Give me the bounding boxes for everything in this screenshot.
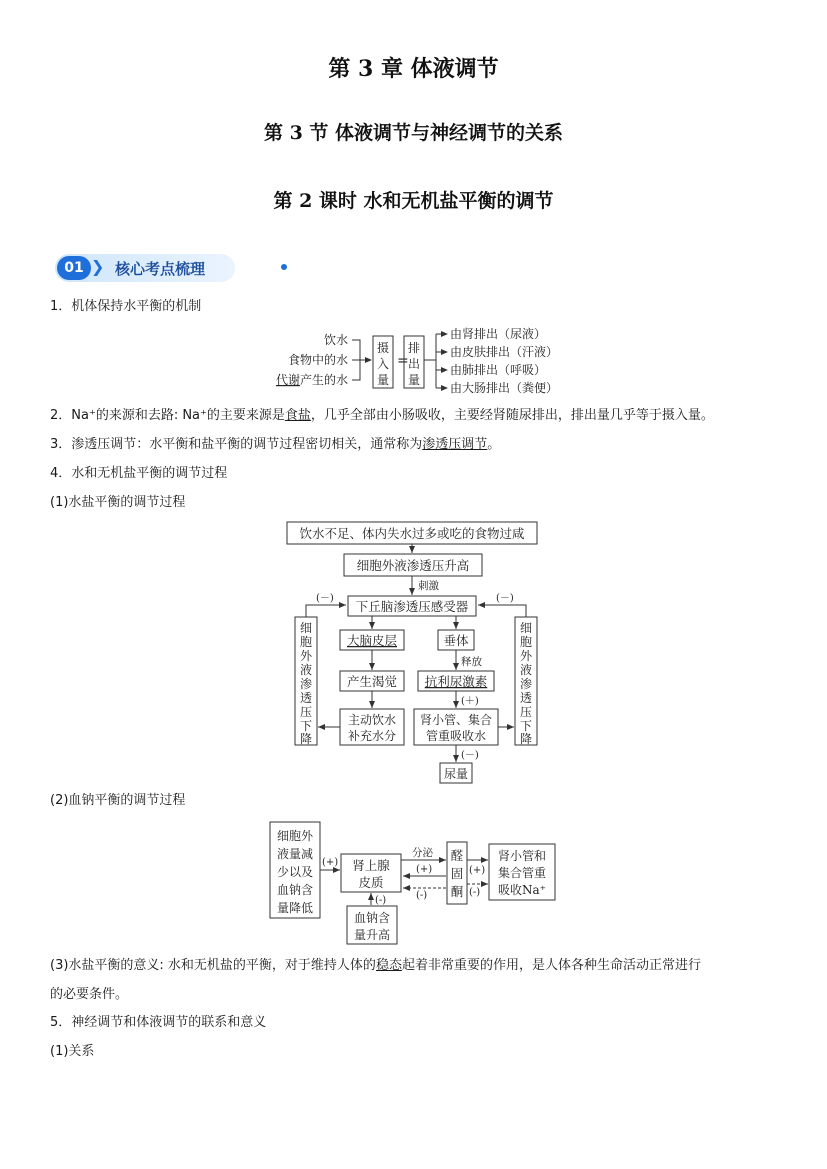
right-side-char: 液 — [519, 663, 533, 677]
neg-feedback-right: (－) — [496, 593, 514, 604]
aldosterone-char: 固 — [450, 866, 464, 881]
minus-label: (－) — [461, 750, 479, 761]
drink-line-2: 补充水分 — [347, 729, 397, 743]
stimulate-label: 刺激 — [418, 580, 439, 592]
aldosterone-char: 酮 — [450, 884, 464, 899]
output-char-3: 量 — [407, 373, 421, 387]
plus-middle: (+) — [416, 864, 433, 875]
kidney-line-2: 管重吸收水 — [425, 729, 487, 743]
left-side-char: 渗 — [299, 677, 313, 691]
left-side-char: 压 — [299, 705, 313, 719]
item-4b: (2)血钠平衡的调节过程 — [50, 793, 186, 808]
item-2: 2．Na⁺的来源和去路: Na⁺的主要来源是食盐，几乎全部由小肠吸收，主要经肾随尿排出，排出量几乎等于摄入量。 — [50, 408, 714, 423]
osmolarity-up-box: 细胞外液渗透压升高 — [356, 558, 470, 573]
right-side-char: 胞 — [519, 635, 533, 649]
left-side-char: 降 — [299, 732, 313, 746]
right-side-char: 细 — [519, 621, 533, 635]
right-side-char: 压 — [519, 705, 533, 719]
cortex-box: 大脑皮层 — [346, 633, 398, 648]
secrete-label: 分泌 — [412, 847, 433, 859]
item-4c: (3)水盐平衡的意义: 水和无机盐的平衡，对于维持人体的稳态起着非常重要的作用，是人体各种生命活动正常进行 — [50, 958, 701, 973]
intake-food-water: 食物中的水 — [287, 353, 348, 367]
left-side-char: 外 — [299, 649, 313, 663]
adh-box: 抗利尿激素 — [424, 674, 488, 689]
intake-metabolic-water: 代谢产生的水 — [275, 373, 348, 387]
item-5a: (1)关系 — [50, 1044, 95, 1059]
right-side-char: 下 — [519, 719, 533, 733]
item-4c-continued: 的必要条件。 — [50, 987, 129, 1002]
left-line: 量降低 — [276, 901, 314, 915]
plus-right: (+) — [469, 865, 486, 876]
left-side-char: 胞 — [299, 635, 313, 649]
minus-middle: (-) — [416, 890, 428, 901]
aldosterone-char: 醛 — [450, 848, 464, 863]
chevron-right-icon: ❯ — [91, 257, 105, 276]
item-4: 4．水和无机盐平衡的调节过程 — [50, 466, 228, 481]
reabsorb-line: 吸收Na⁺ — [498, 883, 546, 897]
right-side-char: 透 — [519, 691, 533, 705]
trigger-box: 饮水不足、体内失水过多或吃的食物过咸 — [299, 526, 525, 541]
intake-char-3: 量 — [376, 373, 390, 387]
plus-left: (+) — [322, 857, 339, 868]
left-side-char: 透 — [299, 691, 313, 705]
reabsorb-line: 集合管重 — [497, 866, 547, 880]
blood-sodium-diagram — [0, 818, 827, 948]
item-4a: (1)水盐平衡的调节过程 — [50, 495, 186, 510]
minus-right: (-) — [469, 887, 481, 898]
chapter-title: 第 3 章 体液调节 — [328, 56, 499, 82]
output-kidney: 由肾排出（尿液） — [450, 327, 547, 341]
lesson-title: 第 2 课时 水和无机盐平衡的调节 — [273, 190, 554, 212]
plus-label: (＋) — [461, 696, 479, 707]
output-char-1: 排 — [407, 341, 421, 355]
water-balance-diagram — [0, 322, 827, 402]
left-line: 少以及 — [276, 865, 314, 879]
section-title: 第 3 节 体液调节与神经调节的关系 — [263, 122, 564, 144]
item-1: 1．机体保持水平衡的机制 — [50, 299, 202, 314]
left-side-char: 细 — [299, 621, 313, 635]
left-line: 血钠含 — [276, 883, 314, 897]
output-skin: 由皮肤排出（汗液） — [450, 345, 559, 359]
bottom-line-1: 血钠含 — [353, 911, 391, 925]
item-3: 3．渗透压调节：水平衡和盐平衡的调节过程密切相关，通常称为渗透压调节。 — [50, 437, 501, 452]
right-side-char: 外 — [519, 649, 533, 663]
right-side-char: 降 — [519, 732, 533, 746]
section-badge — [55, 254, 240, 282]
badge-number: 01 — [57, 256, 91, 280]
pituitary-box: 垂体 — [443, 633, 469, 648]
adrenal-line-2: 皮质 — [358, 875, 384, 890]
badge-label: 核心考点梳理 — [115, 260, 206, 278]
intake-char-2: 入 — [376, 357, 390, 371]
output-char-2: 出 — [407, 357, 421, 371]
release-label: 释放 — [461, 656, 482, 668]
left-line: 细胞外 — [276, 829, 314, 843]
intake-water: 饮水 — [323, 333, 348, 347]
left-side-char: 下 — [299, 719, 313, 733]
left-line: 液量减 — [276, 847, 314, 861]
bottom-line-2: 量升高 — [353, 928, 391, 942]
adrenal-line-1: 肾上腺 — [352, 858, 390, 873]
item-5: 5．神经调节和体液调节的联系和意义 — [50, 1015, 267, 1030]
thirst-box: 产生渴觉 — [346, 674, 398, 689]
water-salt-regulation-diagram — [0, 517, 827, 787]
output-lung: 由肺排出（呼吸） — [450, 363, 547, 377]
right-side-char: 渗 — [519, 677, 533, 691]
dot-icon — [281, 264, 287, 270]
neg-feedback-left: (－) — [316, 593, 334, 604]
urine-box: 尿量 — [443, 767, 469, 781]
drink-line-1: 主动饮水 — [347, 713, 397, 727]
intake-char-1: 摄 — [376, 341, 390, 355]
minus-vertical: (-) — [375, 895, 387, 906]
output-intestine: 由大肠排出（粪便） — [450, 381, 559, 395]
left-side-char: 液 — [299, 663, 313, 677]
receptor-box: 下丘脑渗透压感受器 — [355, 599, 469, 614]
reabsorb-line: 肾小管和 — [497, 849, 547, 863]
kidney-line-1: 肾小管、集合 — [419, 713, 493, 727]
equals-sign: = — [397, 353, 409, 369]
